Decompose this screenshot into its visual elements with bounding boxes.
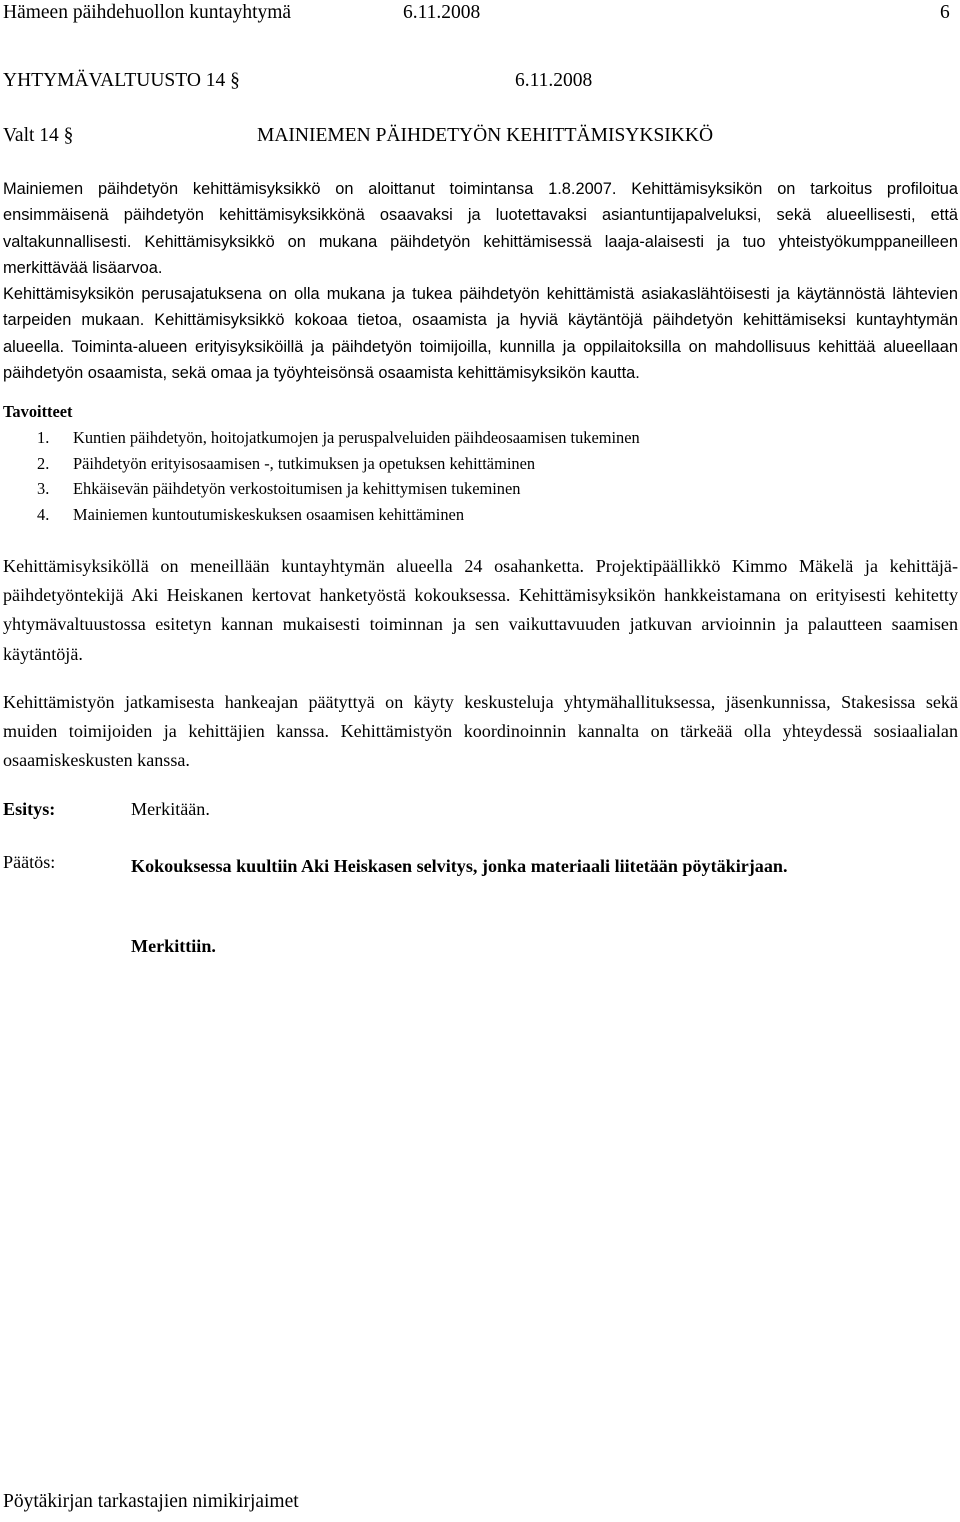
header-organization: Hämeen päihdehuollon kuntayhtymä <box>3 2 292 23</box>
meeting-name: YHTYMÄVALTUUSTO 14 <box>3 70 226 91</box>
goal-item <box>37 425 937 451</box>
page-number: 6 <box>940 2 950 23</box>
item-title: MAINIEMEN PÄIHDETYÖN KEHITTÄMISYKSIKKÖ <box>257 125 714 146</box>
goal-text: Kuntien päihdetyön, hoitojatkumojen ja peruspalveluiden päihdeosaamisen tukeminen <box>73 428 640 447</box>
goal-item <box>37 476 937 502</box>
goal-text: Ehkäisevän päihdetyön verkostoitumisen ja kehittymisen tukeminen <box>73 479 521 499</box>
item-section-symbol: § <box>63 125 74 146</box>
goals-list <box>37 425 937 527</box>
intro-paragraph-1: Mainiemen päihdetyön kehittämisyksikkö on aloittanut toimintansa 1.8.2007. Kehittämisyksikön on tarkoitus profiloitua ensimmäisenä päihdetyön kehittämisyksikkönä osaavaksi ja luotettavaksi asiantuntijapalveluksi, sekä alueellisesti, että valtakunnallisesti. Kehittämisyksikkö on mukana päihdetyön kehittämisessä laaja-alaisesti ja tuo yhteistyökumppaneilleen merkittävää lisäarvoa. <box>3 180 958 277</box>
decision-note: Merkittiin. <box>131 936 216 956</box>
header-date: 6.11.2008 <box>403 2 481 23</box>
goal-number: 1. <box>37 428 50 447</box>
body-paragraph-2: Kehittämistyön jatkamisesta hankeajan päätyttyä on käyty keskusteluja yhtymähallituksessa, jäsenkunnissa, Stakesissa sekä muiden toimijoiden ja kehittäjien kanssa. Kehittämistyön koordinoinnin kannalta on tärkeää olla yhteydessä sosiaalialan osaamiskeskusten kanssa. <box>3 692 958 771</box>
goal-number: 2. <box>37 453 50 473</box>
intro-paragraph-2: Kehittämisyksikön perusajatuksena on olla mukana ja tukea päihdetyön kehittämistä asiakaslähtöisesti ja käytännöstä lähtevien tarpeiden mukaan. Kehittämisyksikkö kokoaa tietoa, osaamista ja hyviä käytäntöjä päihdetyön kehittämiseksi kuntayhtymän alueella. Toiminta-alueen erityisyksiköillä ja päihdetyön toimijoilla, kunnilla ja oppilaitoksilla on mahdollisuus kehittää alueellaan päihdetyön osaamista, sekä omaa ja työyhteisönsä osaamista kehittämisyksikön kautta. <box>3 285 958 383</box>
section-symbol: § <box>230 70 240 91</box>
goal-item <box>37 502 937 528</box>
item-number-text: Valt 14 <box>3 125 59 146</box>
proposal-label: Esitys: <box>3 799 56 819</box>
meeting-title <box>3 70 240 92</box>
goal-item <box>37 451 937 477</box>
proposal-text: Merkitään. <box>131 799 210 819</box>
intro-text <box>3 176 958 386</box>
meeting-date: 6.11.2008 <box>515 70 593 91</box>
goal-number: 4. <box>37 504 50 524</box>
body-paragraph-1: Kehittämisyksiköllä on meneillään kuntayhtymän alueella 24 osahanketta. Projektipäällikkö Kimmo Mäkelä ja kehittäjä-päihdetyöntekijä Aki Heiskanen kertovat hanketyöstä kokouksessa. Kehittämisyksikön hankkeistamana on erityisesti kehitetty yhtymävaltuustossa esitetyn kannan mukaisesti toiminnan ja sen vaikuttavuuden jatkuvan arvioinnin ja palautteen saamisen käytäntöjä. <box>3 556 958 664</box>
goals-heading: Tavoitteet <box>3 402 73 421</box>
decision-text: Kokouksessa kuultiin Aki Heiskasen selvitys, jonka materiaali liitetään pöytäkirjaan. <box>131 856 788 876</box>
decision-label: Päätös: <box>3 852 56 872</box>
goal-text: Päihdetyön erityisosaamisen -, tutkimuksen ja opetuksen kehittäminen <box>73 453 536 473</box>
goal-number: 3. <box>37 479 50 499</box>
item-number <box>3 125 73 147</box>
footer-initials: Pöytäkirjan tarkastajien nimikirjaimet <box>3 1491 299 1512</box>
goal-text: Mainiemen kuntoutumiskeskuksen osaamisen kehittäminen <box>73 504 465 524</box>
